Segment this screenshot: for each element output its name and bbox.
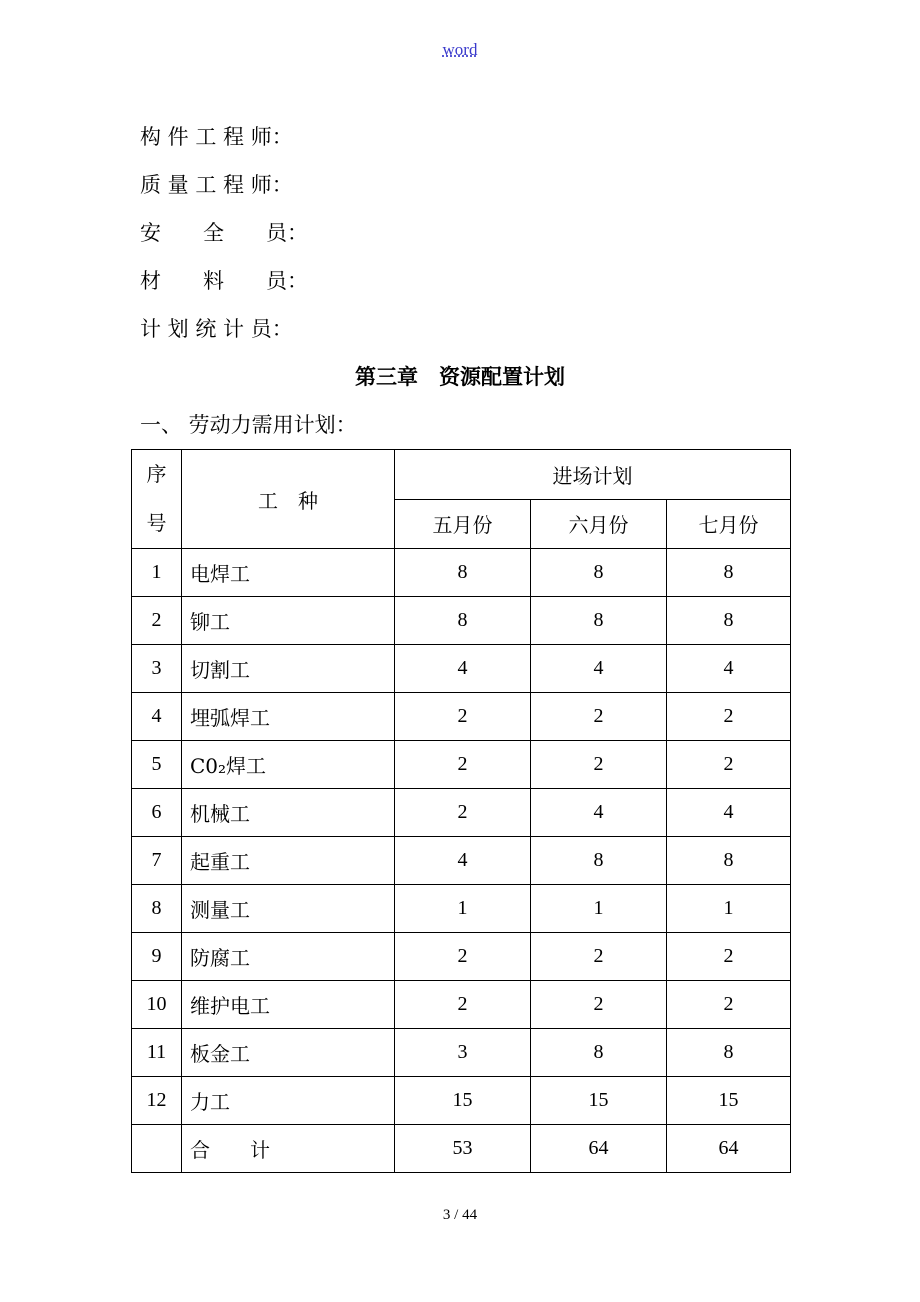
cell-june: 2 (531, 933, 667, 981)
table-row (132, 981, 791, 1029)
table-row (132, 549, 791, 597)
cell-trade: C0₂焊工 (182, 741, 395, 789)
cell-no: 3 (132, 645, 182, 693)
header-cell-may: 五月份 (395, 499, 531, 549)
cell-july: 2 (667, 741, 791, 789)
header-cell-plan: 进场计划 (395, 450, 791, 500)
cell-july: 8 (667, 837, 791, 885)
cell-june: 4 (531, 645, 667, 693)
cell-june: 8 (531, 837, 667, 885)
cell-no: 5 (132, 741, 182, 789)
cell-july: 4 (667, 645, 791, 693)
cell-trade: 维护电工 (182, 981, 395, 1029)
cell-no: 12 (132, 1077, 182, 1125)
cell-june: 2 (531, 981, 667, 1029)
chapter-title: 第三章 资源配置计划 (355, 364, 565, 389)
table-row (132, 1077, 791, 1125)
cell-july: 8 (667, 549, 791, 597)
table-row (132, 741, 791, 789)
cell-trade: 机械工 (182, 789, 395, 837)
cell-july: 15 (667, 1077, 791, 1125)
cell-may: 2 (395, 981, 531, 1029)
cell-trade: 测量工 (182, 885, 395, 933)
total-cell-may: 53 (395, 1125, 531, 1173)
role-quality-engineer: 质 量 工 程 师： (140, 173, 293, 197)
cell-june: 1 (531, 885, 667, 933)
cell-june: 15 (531, 1077, 667, 1125)
cell-june: 8 (531, 597, 667, 645)
cell-may: 4 (395, 837, 531, 885)
header-cell-june: 六月份 (531, 499, 667, 549)
total-cell-june: 64 (531, 1125, 667, 1173)
cell-may: 8 (395, 597, 531, 645)
cell-no: 8 (132, 885, 182, 933)
cell-trade: 电焊工 (182, 549, 395, 597)
cell-june: 2 (531, 741, 667, 789)
header-cell-trade: 工 种 (182, 450, 395, 549)
table-row (132, 1029, 791, 1077)
table-row (132, 597, 791, 645)
cell-july: 8 (667, 1029, 791, 1077)
cell-no: 2 (132, 597, 182, 645)
table-row (132, 693, 791, 741)
page-number: 3 / 44 (442, 1207, 478, 1223)
role-planning-statistician: 计 划 统 计 员： (140, 317, 293, 341)
cell-may: 8 (395, 549, 531, 597)
cell-may: 1 (395, 885, 531, 933)
cell-trade: 铆工 (182, 597, 395, 645)
table-row (132, 885, 791, 933)
cell-trade: 切割工 (182, 645, 395, 693)
cell-june: 8 (531, 1029, 667, 1077)
table-row (132, 645, 791, 693)
table-total-row (132, 1125, 791, 1173)
cell-trade: 板金工 (182, 1029, 395, 1077)
cell-may: 2 (395, 741, 531, 789)
role-safety-officer: 安 全 员： (140, 221, 308, 245)
cell-may: 2 (395, 933, 531, 981)
cell-trade: 防腐工 (182, 933, 395, 981)
cell-may: 2 (395, 789, 531, 837)
cell-no: 6 (132, 789, 182, 837)
cell-trade: 力工 (182, 1077, 395, 1125)
total-cell-label: 合 计 (182, 1125, 395, 1173)
cell-trade: 起重工 (182, 837, 395, 885)
cell-july: 8 (667, 597, 791, 645)
role-component-engineer: 构 件 工 程 师： (140, 125, 293, 149)
cell-july: 2 (667, 981, 791, 1029)
cell-may: 2 (395, 693, 531, 741)
header-cell-no: 序号 (132, 450, 182, 549)
section-title: 一、 劳动力需用计划： (140, 413, 357, 437)
cell-may: 15 (395, 1077, 531, 1125)
table-header-row (132, 450, 791, 500)
role-material-clerk: 材 料 员： (140, 269, 308, 293)
cell-no: 4 (132, 693, 182, 741)
header-word-link[interactable]: word (442, 40, 478, 59)
cell-may: 3 (395, 1029, 531, 1077)
cell-july: 2 (667, 933, 791, 981)
cell-june: 2 (531, 693, 667, 741)
cell-no: 11 (132, 1029, 182, 1077)
cell-trade: 埋弧焊工 (182, 693, 395, 741)
table-row (132, 789, 791, 837)
cell-july: 1 (667, 885, 791, 933)
cell-june: 4 (531, 789, 667, 837)
header-cell-july: 七月份 (667, 499, 791, 549)
total-cell-no (132, 1125, 182, 1173)
cell-july: 4 (667, 789, 791, 837)
cell-no: 10 (132, 981, 182, 1029)
cell-may: 4 (395, 645, 531, 693)
cell-no: 9 (132, 933, 182, 981)
cell-june: 8 (531, 549, 667, 597)
total-cell-july: 64 (667, 1125, 791, 1173)
cell-no: 7 (132, 837, 182, 885)
table-row (132, 933, 791, 981)
cell-july: 2 (667, 693, 791, 741)
labor-plan-table (131, 449, 791, 1173)
table-row (132, 837, 791, 885)
cell-no: 1 (132, 549, 182, 597)
